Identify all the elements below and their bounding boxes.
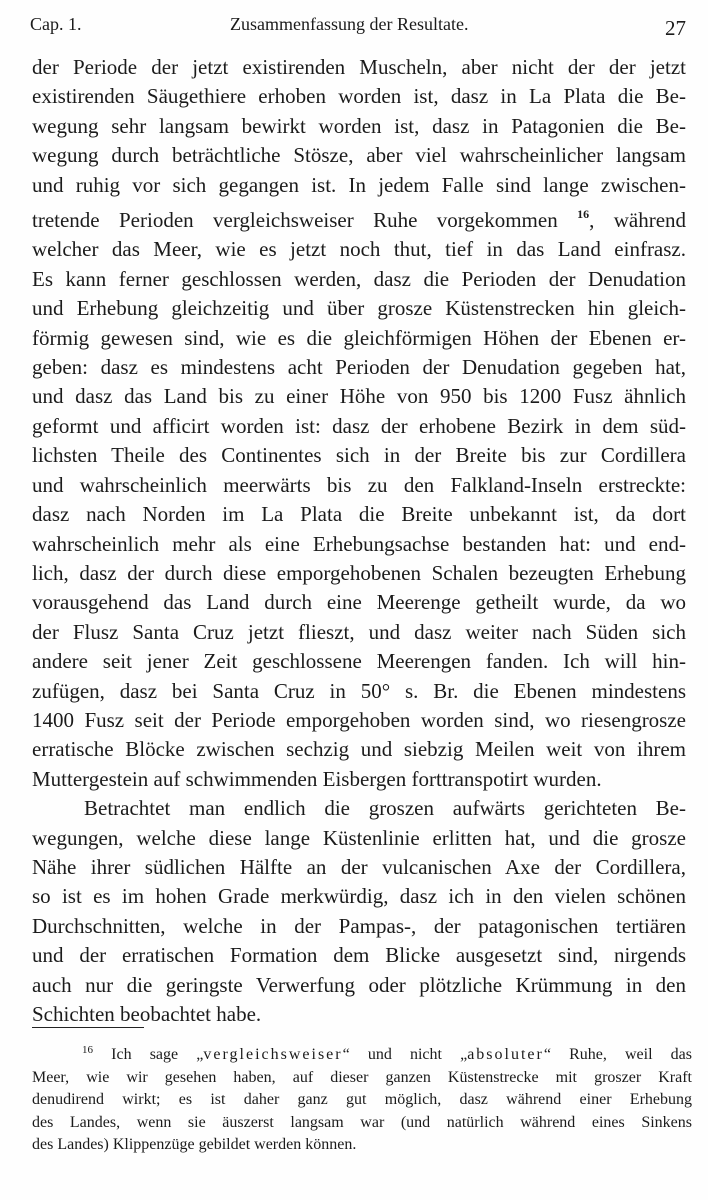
footnote-line: Meer, wie wir gesehen haben, auf dieser ganzen Küstenstrecke mit groszer Kraft	[32, 1068, 692, 1086]
text-line: wahrscheinlich mehr als eine Erhebungsachse bestanden hat: und end-	[32, 531, 686, 556]
text-line: 1400 Fusz seit der Periode emporgehoben worden sind, wo riesengrosze	[32, 707, 686, 732]
text-line: geben: dasz es mindestens acht Perioden der Denudation gegeben hat,	[32, 355, 686, 380]
emphasis: absoluter	[467, 1046, 544, 1063]
text-line: wegungen, welche diese lange Küstenlinie erlitten hat, und die grosze	[32, 825, 686, 850]
text-line: andere seit jener Zeit geschlossene Meerengen fanden. Ich will hin-	[32, 649, 686, 674]
text-segment: “ Ruhe, weil das	[543, 1046, 693, 1063]
text-line: und ruhig vor sich gegangen ist. In jedem Falle sind lange zwischen-	[32, 172, 686, 197]
text-segment: “ und nicht „	[342, 1046, 468, 1063]
footnote-separator	[32, 1027, 144, 1028]
footnote-reference[interactable]: 16	[577, 207, 590, 222]
footnote-line: des Landes, wenn sie äuszerst langsam war (und natürlich während eines Sinkens	[32, 1113, 692, 1131]
text-line: vorausgehend das Land durch eine Meerenge getheilt wurde, da wo	[32, 590, 686, 615]
text-line: und wahrscheinlich meerwärts bis zu den Falkland-Inseln erstreckte:	[32, 472, 686, 497]
footnote-number: 16	[82, 1044, 93, 1056]
text-line: erratische Blöcke zwischen sechzig und siebzig Meilen weit von ihrem	[32, 737, 686, 762]
running-header	[30, 14, 686, 38]
text-line: und dasz das Land bis zu einer Höhe von 950 bis 1200 Fusz ähnlich	[32, 384, 686, 409]
text-line: Muttergestein auf schwimmenden Eisbergen forttranspotirt wurden.	[32, 766, 602, 791]
main-text	[32, 53, 686, 1029]
running-title: Zusammenfassung der Resultate.	[230, 14, 469, 34]
text-line: der Periode der jetzt existirenden Muscheln, aber nicht der der jetzt	[32, 55, 686, 79]
footnote-line: des Landes) Klippenzüge gebildet werden können.	[32, 1136, 357, 1153]
text-line: auch nur die geringste Verwerfung oder plötzliche Krümmung in den	[32, 972, 686, 997]
emphasis: vergleichsweiser	[203, 1046, 343, 1063]
text-segment: tretende Perioden vergleichsweiser Ruhe vorgekommen	[32, 208, 558, 233]
text-line: existirenden Säugethiere erhoben worden ist, dasz in La Plata die Be-	[32, 84, 686, 109]
text-line: dasz nach Norden im La Plata die Breite unbekannt ist, da dort	[32, 502, 686, 527]
page-number: 27	[665, 16, 686, 40]
text-line: Schichten beobachtet habe.	[32, 1002, 262, 1026]
text-line	[32, 200, 686, 235]
text-line: und der erratischen Formation dem Blicke ausgesetzt sind, nirgends	[32, 943, 686, 968]
text-line: wegung durch beträchtliche Stösze, aber viel wahrscheinlicher langsam	[32, 143, 686, 168]
text-segment: , während	[589, 208, 687, 233]
text-line: zufügen, dasz bei Santa Cruz in 50° s. Br. die Ebenen mindestens	[32, 678, 686, 703]
footnote-line	[32, 1039, 692, 1067]
text-line: Nähe ihrer südlichen Hälfte an der vulcanischen Axe der Cordillera,	[32, 854, 686, 879]
chapter-label: Cap. 1.	[30, 14, 82, 34]
text-line: Betrachtet man endlich die groszen aufwärts gerichteten Be-	[84, 796, 686, 821]
text-line: lich, dasz der durch diese emporgehobenen Schalen bezeugten Erhebung	[32, 560, 686, 585]
text-line: und Erhebung gleichzeitig und über grosze Küstenstrecken hin gleich-	[32, 296, 686, 321]
text-line: Durchschnitten, welche in der Pampas-, der patagonischen tertiären	[32, 913, 686, 938]
text-line: lichsten Theile des Continentes sich in der Breite bis zur Cordillera	[32, 443, 686, 468]
text-line: Es kann ferner geschlossen werden, dasz die Perioden der Denudation	[32, 266, 686, 291]
text-line: förmig gewesen sind, wie es die gleichförmigen Höhen der Ebenen er-	[32, 325, 686, 350]
footnote	[32, 1039, 692, 1157]
footnote-line: denudirend wirkt; es ist daher ganz gut möglich, dasz während einer Erhebung	[32, 1091, 692, 1108]
text-line: welcher das Meer, wie es jetzt noch thut, tief in das Land einfrasz.	[32, 237, 686, 262]
text-line: der Flusz Santa Cruz jetzt flieszt, und dasz weiter nach Süden sich	[32, 619, 686, 644]
text-segment: Ich sage „	[111, 1046, 204, 1063]
text-line: so ist es im hohen Grade merkwürdig, dasz ich in den vielen schönen	[32, 884, 686, 909]
text-line: geformt und afficirt worden ist: dasz der erhobene Bezirk in dem süd-	[32, 413, 686, 438]
text-line: wegung sehr langsam bewirkt worden ist, dasz in Patagonien die Be-	[32, 113, 686, 138]
